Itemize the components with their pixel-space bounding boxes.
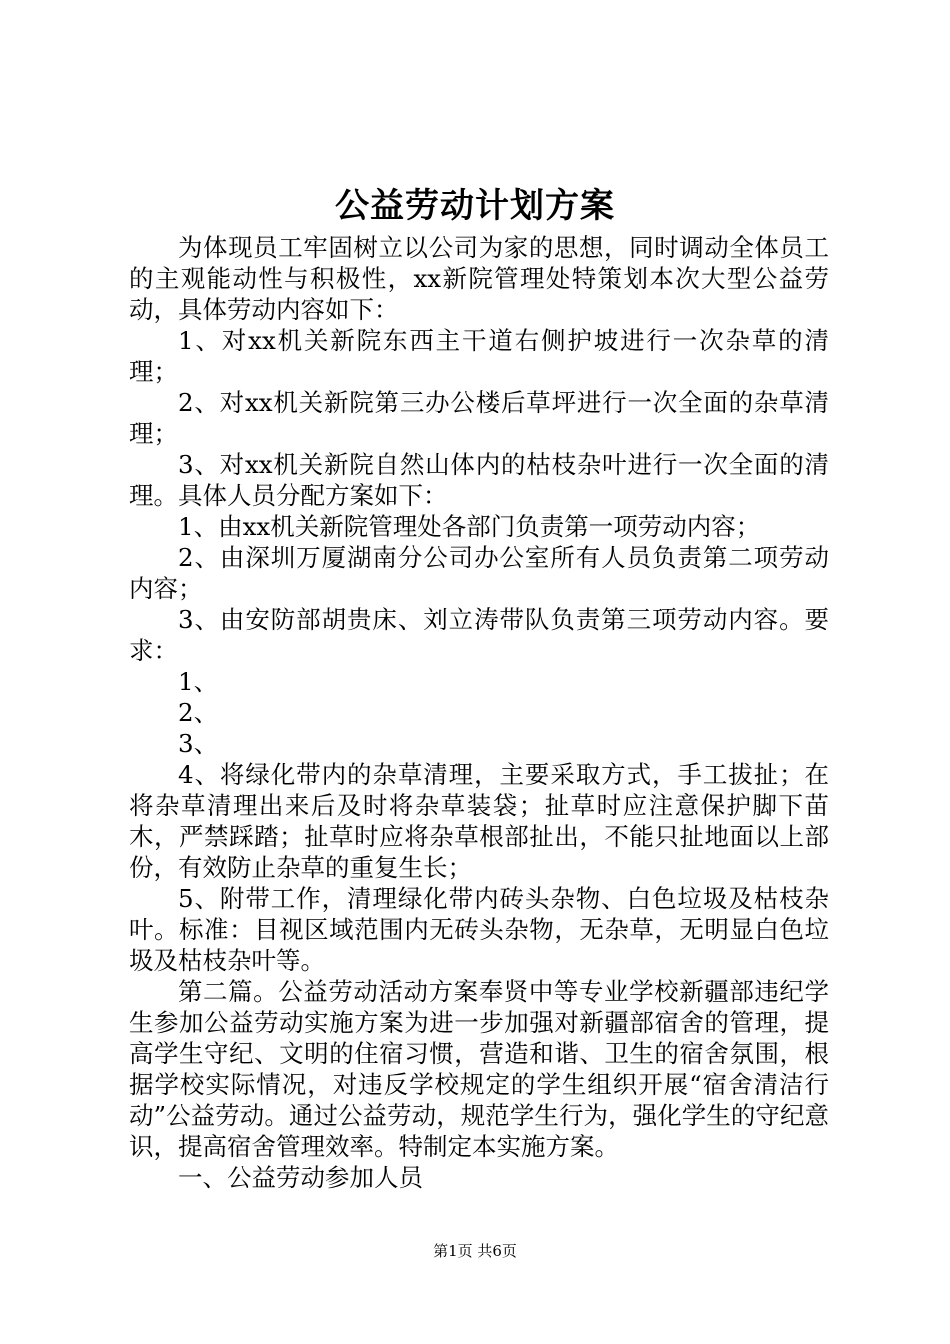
paragraph-req-2: 2、 [178,698,219,727]
page-footer: 第1页 共6页 [433,1242,517,1260]
document-title: 公益劳动计划方案 [335,186,615,226]
paragraph-req-4: 4、将绿化带内的杂草清理，主要采取方式，手工拔扯；在将杂草清理出来后及时将杂草装袋；扯草时应注意保护脚下苗木，严禁踩踏；扯草时应将杂草根部扯出，不能只扯地面以上部份，有效防止杂草的重复生长； [129,760,829,882]
paragraph-task-2: 2、对xx机关新院第三办公楼后草坪进行一次全面的杂草清理； [129,388,829,448]
paragraph-intro: 为体现员工牢固树立以公司为家的思想，同时调动全体员工的主观能动性与积极性，xx新院管理处特策划本次大型公益劳动，具体劳动内容如下： [129,233,829,324]
document-body [129,232,829,1193]
paragraph-task-3: 3、对xx机关新院自然山体内的枯枝杂叶进行一次全面的清理。具体人员分配方案如下： [129,450,829,510]
paragraph-assign-2: 2、由深圳万厦湖南分公司办公室所有人员负责第二项劳动内容； [129,543,829,603]
paragraph-req-3: 3、 [178,729,219,758]
paragraph-assign-1: 1、由xx机关新院管理处各部门负责第一项劳动内容； [178,512,761,541]
paragraph-part-two: 第二篇。公益劳动活动方案奉贤中等专业学校新疆部违纪学生参加公益劳动实施方案为进一步加强对新疆部宿舍的管理，提高学生守纪、文明的住宿习惯，营造和谐、卫生的宿舍氛围，根据学校实际情况，对违反学校规定的学生组织开展“宿舍清洁行动”公益劳动。通过公益劳动，规范学生行为，强化学生的守纪意识，提高宿舍管理效率。特制定本实施方案。 [129,977,829,1161]
paragraph-req-1: 1、 [178,667,219,696]
paragraph-section-one: 一、公益劳动参加人员 [178,1163,423,1192]
paragraph-assign-3: 3、由安防部胡贵床、刘立涛带队负责第三项劳动内容。要求： [129,605,829,665]
paragraph-req-5: 5、附带工作，清理绿化带内砖头杂物、白色垃圾及枯枝杂叶。标准：目视区域范围内无砖头杂物，无杂草，无明显白色垃圾及枯枝杂叶等。 [129,884,829,975]
paragraph-task-1: 1、对xx机关新院东西主干道右侧护坡进行一次杂草的清理； [129,326,829,386]
